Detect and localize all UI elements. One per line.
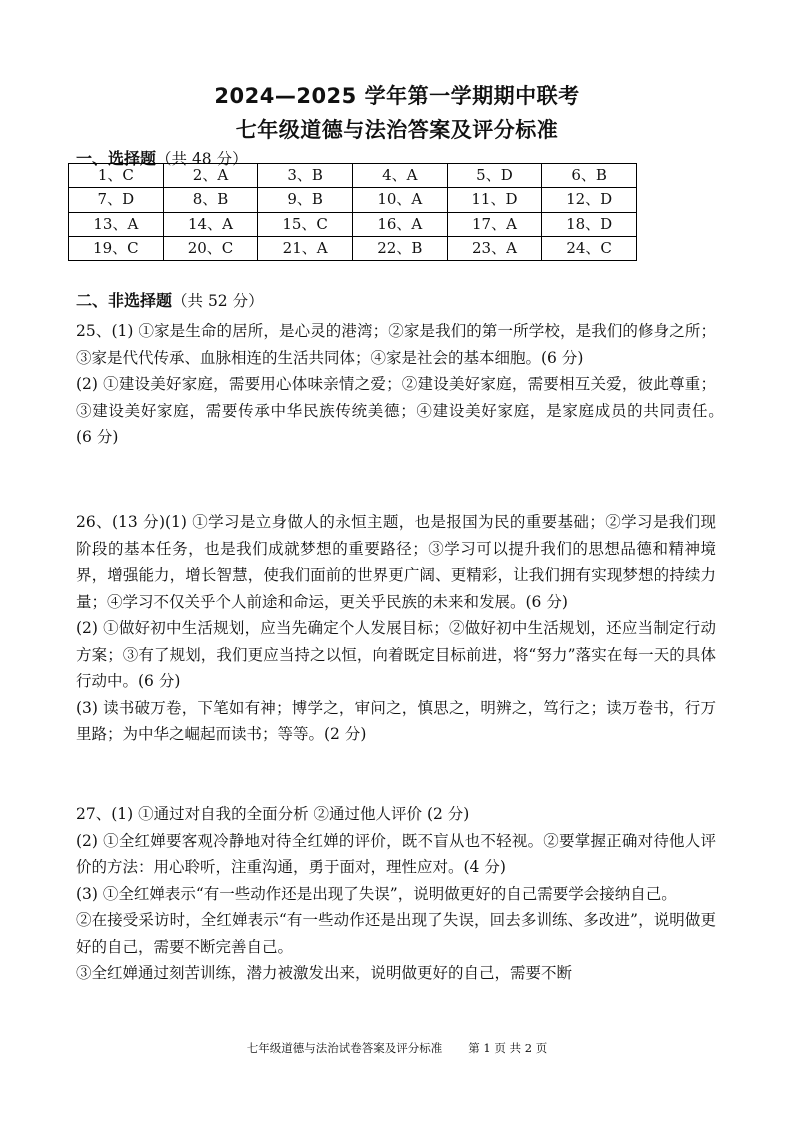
- q27-part2: (2) ①全红婵要客观冷静地对待全红婵的评价，既不盲从也不轻视。②要掌握正确对待他人评价的方法：用心聆听，注重沟通，勇于面对，理性应对。(4 分): [76, 831, 716, 876]
- page-footer: [0, 1040, 794, 1056]
- answer-table: [68, 163, 637, 261]
- q25-part1: 25、(1) ①家是生命的居所，是心灵的港湾；②家是我们的第一所学校，是我们的修身之所；③家是代代传承、血脉相连的生活共同体；④家是社会的基本细胞。(6 分): [76, 322, 716, 367]
- q27-part4: ②在接受采访时，全红婵表示“有一些动作还是出现了失误，回去多训练、多改进”，说明做更好的自己，需要不断完善自己。: [76, 911, 716, 956]
- answer-cell: 6、B: [542, 164, 637, 188]
- section1-title: 一、选择题: [76, 149, 157, 168]
- page-title-line2: 七年级道德与法治答案及评分标准: [235, 118, 559, 142]
- table-row: [69, 188, 637, 212]
- section2-points: （共 52 分）: [172, 292, 264, 310]
- section2-title: 二、非选择题: [76, 291, 173, 310]
- answer-cell: 15、C: [258, 212, 353, 236]
- answer-cell: 1、C: [69, 164, 164, 188]
- table-row: [69, 212, 637, 236]
- section1-points: （共 48 分）: [156, 150, 248, 168]
- footer-doc-name: 七年级道德与法治试卷答案及评分标准: [246, 1041, 443, 1055]
- answer-cell: 21、A: [258, 236, 353, 260]
- q26-part3: (3) 读书破万卷，下笔如有神；博学之，审问之，慎思之，明辨之，笃行之；读万卷书，行万里路；为中华之崛起而读书；等等。(2 分): [76, 698, 716, 743]
- answer-cell: 9、B: [258, 188, 353, 212]
- answer-cell: 16、A: [352, 212, 447, 236]
- answer-cell: 3、B: [258, 164, 353, 188]
- answer-cell: 14、A: [163, 212, 258, 236]
- answer-cell: 10、A: [352, 188, 447, 212]
- q26-part2: (2) ①做好初中生活规划，应当先确定个人发展目标；②做好初中生活规划，还应当制定行动方案；③有了规划，我们更应当持之以恒，向着既定目标前进，将“努力”落实在每一天的具体行动中。(6 分): [76, 619, 716, 690]
- answer-cell: 2、A: [163, 164, 258, 188]
- section2-heading: [76, 288, 264, 311]
- question-27: [76, 801, 716, 987]
- answer-cell: 5、D: [447, 164, 542, 188]
- answer-cell: 7、D: [69, 188, 164, 212]
- answer-cell: 19、C: [69, 236, 164, 260]
- q26-part1: 26、(13 分)(1) ①学习是立身做人的永恒主题，也是报国为民的重要基础；②学习是我们现阶段的基本任务，也是我们成就梦想的重要路径；③学习可以提升我们的思想品德和精神境界，增强能力，增长智慧，使我们面前的世界更广阔、更精彩，让我们拥有实现梦想的持续力量；④学习不仅关乎个人前途和命运，更关乎民族的未来和发展。(6 分): [76, 513, 716, 611]
- question-25: [76, 318, 732, 451]
- table-row: [69, 236, 637, 260]
- q27-part5: ③全红婵通过刻苦训练，潜力被激发出来，说明做更好的自己，需要不断: [76, 964, 573, 982]
- footer-page-number: 第 1 页 共 2 页: [468, 1041, 548, 1055]
- q27-part1: 27、(1) ①通过对自我的全面分析 ②通过他人评价 (2 分): [76, 805, 470, 823]
- q25-part2: (2) ①建设美好家庭，需要用心体味亲情之爱；②建设美好家庭，需要相互关爱，彼此尊重；③建设美好家庭，需要传承中华民族传统美德；④建设美好家庭，是家庭成员的共同责任。 (6 分): [76, 375, 732, 446]
- answer-cell: 23、A: [447, 236, 542, 260]
- answer-cell: 12、D: [542, 188, 637, 212]
- table-row: [69, 164, 637, 188]
- answer-cell: 11、D: [447, 188, 542, 212]
- answer-cell: 20、C: [163, 236, 258, 260]
- question-26: [76, 509, 716, 748]
- q27-part3: (3) ①全红婵表示“有一些动作还是出现了失误”，说明做更好的自己需要学会接纳自己。: [76, 884, 677, 903]
- answer-cell: 13、A: [69, 212, 164, 236]
- answer-cell: 18、D: [542, 212, 637, 236]
- page-title-line1: 2024—2025 学年第一学期期中联考: [214, 84, 580, 108]
- answer-cell: 8、B: [163, 188, 258, 212]
- answer-cell: 17、A: [447, 212, 542, 236]
- answer-cell: 22、B: [352, 236, 447, 260]
- answer-cell: 4、A: [352, 164, 447, 188]
- answer-cell: 24、C: [542, 236, 637, 260]
